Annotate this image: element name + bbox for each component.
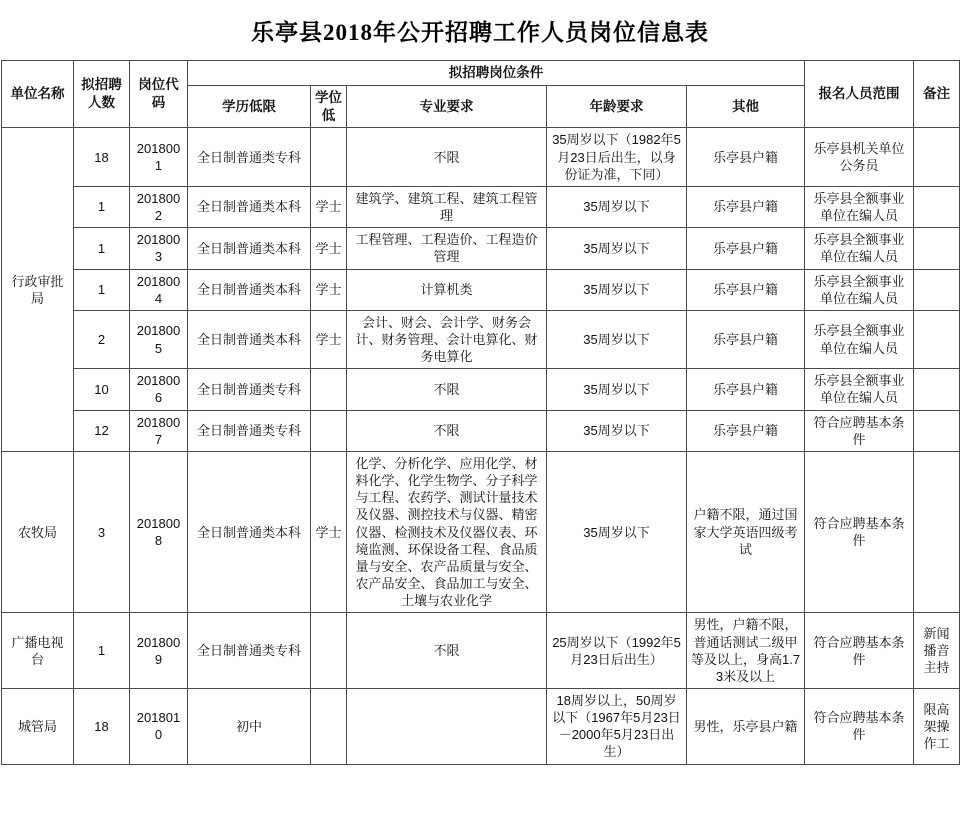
cell-age: 35周岁以下 [547,369,687,410]
cell-other: 乐亭县户籍 [687,310,805,368]
table-row [2,128,960,186]
cell-scope: 乐亭县机关单位公务员 [805,128,914,186]
cell-education: 全日制普通类本科 [188,451,311,612]
column-header-code: 岗位代码 [130,61,188,128]
cell-count: 18 [74,688,130,764]
cell-major: 化学、分析化学、应用化学、材料化学、化学生物学、分子科学与工程、农药学、测试计量技术及仪器、测控技术与仪器、精密仪器、检测技术及仪器仪表、环境监测、环保设备工程、食品质量与安全、农产品质量与安全、农产品安全、食品加工与安全、土壤与农业化学 [347,451,547,612]
table-row [2,269,960,310]
table-row [2,688,960,764]
cell-age: 35周岁以下（1982年5月23日后出生，以身份证为准，下同） [547,128,687,186]
cell-age: 35周岁以下 [547,410,687,451]
cell-education: 全日制普通类本科 [188,310,311,368]
cell-degree [311,613,347,689]
cell-remark [914,410,960,451]
cell-major: 会计、财会、会计学、财务会计、财务管理、会计电算化、财务电算化 [347,310,547,368]
column-header-count: 拟招聘人数 [74,61,130,128]
cell-code: 2018006 [130,369,188,410]
cell-code: 2018005 [130,310,188,368]
cell-count: 12 [74,410,130,451]
cell-degree [311,369,347,410]
cell-education: 全日制普通类本科 [188,269,311,310]
column-header-degree: 学位低 [311,85,347,128]
cell-education: 全日制普通类本科 [188,228,311,269]
job-positions-table [1,60,960,765]
column-header-unit: 单位名称 [2,61,74,128]
cell-degree [311,688,347,764]
cell-other: 户籍不限，通过国家大学英语四级考试 [687,451,805,612]
cell-other: 乐亭县户籍 [687,269,805,310]
cell-education: 全日制普通类专科 [188,410,311,451]
cell-degree [311,410,347,451]
cell-major [347,688,547,764]
column-header-remark: 备注 [914,61,960,128]
cell-major: 不限 [347,369,547,410]
cell-education: 初中 [188,688,311,764]
cell-count: 18 [74,128,130,186]
cell-major: 不限 [347,613,547,689]
cell-age: 35周岁以下 [547,451,687,612]
cell-count: 1 [74,613,130,689]
cell-scope: 乐亭县全额事业单位在编人员 [805,186,914,227]
header-row-top [2,61,960,86]
column-header-major: 专业要求 [347,85,547,128]
cell-scope: 乐亭县全额事业单位在编人员 [805,369,914,410]
table-row [2,410,960,451]
cell-scope: 符合应聘基本条件 [805,688,914,764]
table-row [2,310,960,368]
cell-other: 乐亭县户籍 [687,228,805,269]
cell-code: 2018009 [130,613,188,689]
cell-remark [914,269,960,310]
cell-remark: 新闻播音主持 [914,613,960,689]
cell-education: 全日制普通类专科 [188,128,311,186]
cell-scope: 乐亭县全额事业单位在编人员 [805,228,914,269]
table-row [2,613,960,689]
cell-degree: 学士 [311,269,347,310]
cell-scope: 乐亭县全额事业单位在编人员 [805,310,914,368]
cell-code: 2018002 [130,186,188,227]
cell-age: 35周岁以下 [547,310,687,368]
cell-unit-name: 行政审批局 [2,128,74,452]
cell-count: 1 [74,186,130,227]
cell-remark [914,128,960,186]
column-header-conditions-group: 拟招聘岗位条件 [188,61,805,86]
cell-other: 乐亭县户籍 [687,186,805,227]
cell-remark [914,310,960,368]
cell-education: 全日制普通类本科 [188,186,311,227]
cell-remark: 限高架操作工 [914,688,960,764]
cell-degree: 学士 [311,451,347,612]
cell-other: 男性，乐亭县户籍 [687,688,805,764]
cell-major: 工程管理、工程造价、工程造价管理 [347,228,547,269]
table-header [2,61,960,128]
cell-remark [914,451,960,612]
cell-other: 乐亭县户籍 [687,369,805,410]
cell-degree: 学士 [311,228,347,269]
column-header-age: 年龄要求 [547,85,687,128]
cell-major: 不限 [347,410,547,451]
cell-education: 全日制普通类专科 [188,369,311,410]
cell-age: 25周岁以下（1992年5月23日后出生） [547,613,687,689]
cell-major: 建筑学、建筑工程、建筑工程管理 [347,186,547,227]
cell-code: 2018007 [130,410,188,451]
cell-unit-name: 农牧局 [2,451,74,612]
table-row [2,186,960,227]
cell-other: 乐亭县户籍 [687,410,805,451]
cell-count: 10 [74,369,130,410]
table-row [2,228,960,269]
cell-code: 2018001 [130,128,188,186]
cell-scope: 乐亭县全额事业单位在编人员 [805,269,914,310]
cell-other: 乐亭县户籍 [687,128,805,186]
cell-count: 2 [74,310,130,368]
cell-remark [914,186,960,227]
cell-scope: 符合应聘基本条件 [805,451,914,612]
column-header-education: 学历低限 [188,85,311,128]
cell-remark [914,369,960,410]
cell-count: 1 [74,269,130,310]
column-header-other: 其他 [687,85,805,128]
cell-degree: 学士 [311,186,347,227]
cell-age: 18周岁以上，50周岁以下（1967年5月23日－2000年5月23日出生） [547,688,687,764]
cell-unit-name: 广播电视台 [2,613,74,689]
cell-age: 35周岁以下 [547,186,687,227]
cell-degree [311,128,347,186]
cell-count: 3 [74,451,130,612]
cell-education: 全日制普通类专科 [188,613,311,689]
cell-code: 2018004 [130,269,188,310]
cell-age: 35周岁以下 [547,269,687,310]
cell-major: 不限 [347,128,547,186]
cell-other: 男性，户籍不限，普通话测试二级甲等及以上，身高1.73米及以上 [687,613,805,689]
cell-code: 2018003 [130,228,188,269]
cell-unit-name: 城管局 [2,688,74,764]
cell-count: 1 [74,228,130,269]
cell-remark [914,228,960,269]
cell-scope: 符合应聘基本条件 [805,410,914,451]
table-body [2,128,960,764]
column-header-scope: 报名人员范围 [805,61,914,128]
cell-degree: 学士 [311,310,347,368]
cell-code: 2018008 [130,451,188,612]
page-title: 乐亭县2018年公开招聘工作人员岗位信息表 [251,20,709,45]
cell-age: 35周岁以下 [547,228,687,269]
cell-scope: 符合应聘基本条件 [805,613,914,689]
table-row [2,369,960,410]
table-row [2,451,960,612]
cell-major: 计算机类 [347,269,547,310]
cell-code: 2018010 [130,688,188,764]
